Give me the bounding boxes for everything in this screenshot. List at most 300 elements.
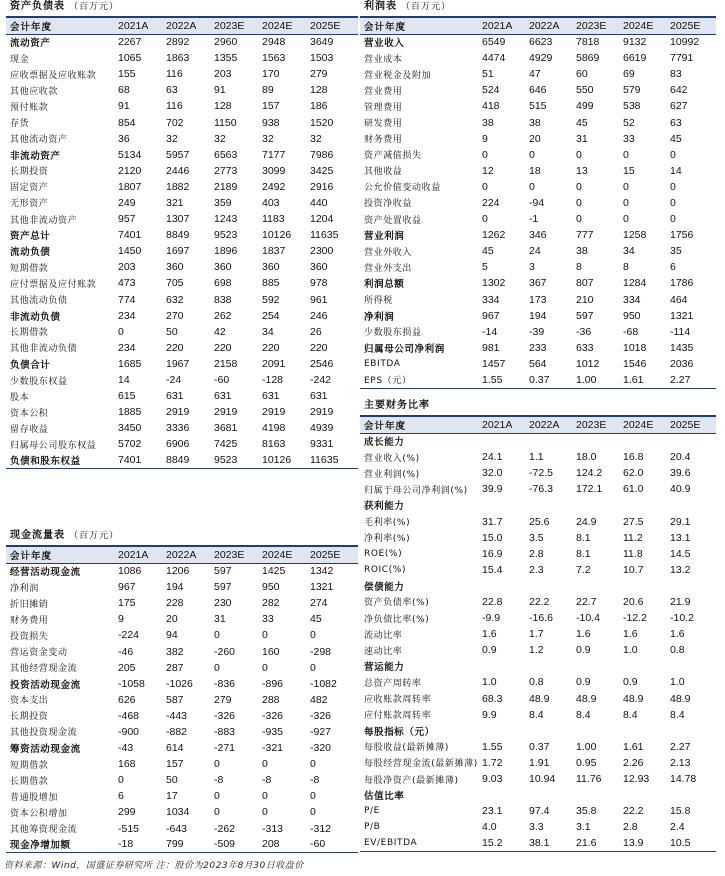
value-cell xyxy=(529,658,576,674)
table-row xyxy=(6,98,358,114)
value-cell: 52 xyxy=(623,116,635,129)
row-label-cell: 短期借款 xyxy=(10,263,49,274)
row-label-cell: 资产负债率(%) xyxy=(364,598,430,609)
row-label-cell: 负债合计 xyxy=(10,359,51,371)
value-cell: 7425 xyxy=(214,438,238,451)
header-year-cell: 2021A xyxy=(118,18,166,34)
value-cell: 220 xyxy=(214,341,232,354)
value-cell: 1967 xyxy=(166,357,190,370)
table-row xyxy=(6,643,358,659)
header-year-cell: 2025E xyxy=(310,547,358,563)
value-cell: -10.4 xyxy=(576,612,600,625)
header-year-cell: 2022A xyxy=(166,18,214,34)
value-cell: 2189 xyxy=(214,180,238,193)
value-cell: 440 xyxy=(310,196,328,209)
table-row xyxy=(6,114,358,130)
table-row xyxy=(6,595,358,611)
value-cell: 0 xyxy=(576,196,582,209)
value-cell: 7986 xyxy=(310,148,334,161)
value-cell: 473 xyxy=(118,277,136,290)
header-year-cell: 2023E xyxy=(214,547,262,563)
value-cell xyxy=(576,787,623,803)
value-cell: 2919 xyxy=(214,406,238,419)
value-cell: 32 xyxy=(166,132,178,145)
value-cell: 11635 xyxy=(310,229,339,242)
value-cell: 631 xyxy=(262,390,280,403)
value-cell: 0.9 xyxy=(576,676,591,689)
value-cell: 2919 xyxy=(310,406,334,419)
value-cell: 22.2 xyxy=(623,805,644,818)
value-cell: 0.37 xyxy=(529,740,550,753)
value-cell xyxy=(529,433,576,449)
value-cell: 89 xyxy=(262,84,274,97)
value-cell: 35 xyxy=(670,245,682,258)
value-cell: 702 xyxy=(166,116,184,129)
value-cell: 1807 xyxy=(118,180,142,193)
value-cell: 1863 xyxy=(166,52,190,65)
value-cell: 9 xyxy=(118,613,124,626)
value-cell: -94 xyxy=(529,196,545,209)
value-cell: 24.1 xyxy=(482,451,503,464)
value-cell: 11635 xyxy=(310,452,358,468)
value-cell: 950 xyxy=(623,309,641,322)
value-cell: 14 xyxy=(118,374,130,387)
value-cell: 1307 xyxy=(166,213,190,226)
value-cell: 91 xyxy=(118,100,130,113)
cash-flow-panel xyxy=(6,529,358,853)
value-cell: -46 xyxy=(118,645,134,658)
value-cell: 186 xyxy=(310,100,328,113)
value-cell: 7791 xyxy=(670,52,694,65)
value-cell: 838 xyxy=(214,293,232,306)
table-row xyxy=(6,372,358,388)
value-cell: 0 xyxy=(262,629,268,642)
value-cell: -927 xyxy=(310,725,332,738)
value-cell: 274 xyxy=(310,597,328,610)
table-row xyxy=(6,420,358,436)
header-year-cell: 2023E xyxy=(576,18,623,34)
value-cell: 967 xyxy=(482,309,500,322)
header-label-cell: 会计年度 xyxy=(6,547,118,563)
row-label-cell: 资产总计 xyxy=(10,231,51,243)
value-cell xyxy=(623,578,670,594)
value-cell: 981 xyxy=(482,341,500,354)
value-cell: 807 xyxy=(576,277,594,290)
row-label-cell: 营运资金变动 xyxy=(10,648,68,659)
table-row xyxy=(6,388,358,404)
value-cell: -882 xyxy=(166,725,188,738)
table-row xyxy=(6,179,358,195)
row-label-cell: 营运能力 xyxy=(364,662,405,674)
row-label-cell: 其他应收款 xyxy=(10,86,59,97)
table-row xyxy=(360,147,716,163)
value-cell: 0 xyxy=(310,806,316,819)
value-cell: 12 xyxy=(482,164,494,177)
value-cell: 13.2 xyxy=(670,563,691,576)
row-label-cell: 总资产周转率 xyxy=(364,678,422,689)
table-row xyxy=(360,131,716,147)
value-cell: 8.1 xyxy=(576,531,591,544)
value-cell: 367 xyxy=(529,277,547,290)
value-cell: 359 xyxy=(214,196,232,209)
subtotal-row xyxy=(6,308,358,324)
value-cell: -8 xyxy=(310,774,320,787)
value-cell: 1206 xyxy=(166,565,190,578)
value-cell: -76.3 xyxy=(529,483,553,496)
value-cell: 1018 xyxy=(623,341,647,354)
value-cell: 777 xyxy=(576,229,594,242)
value-cell: 346 xyxy=(529,229,547,242)
subtotal-row xyxy=(360,340,716,356)
value-cell: -9.9 xyxy=(482,612,501,625)
header-year-cell: 2025E xyxy=(310,18,358,34)
row-label-cell: 其他收益 xyxy=(364,167,403,178)
cash-flow-title: 现金流量表 （百万元） xyxy=(6,529,358,547)
value-cell xyxy=(670,578,716,594)
row-label-cell: 财务费用 xyxy=(10,615,49,626)
value-cell xyxy=(623,723,670,739)
value-cell: 13.9 xyxy=(623,835,670,851)
value-cell: 15.0 xyxy=(482,531,503,544)
value-cell: 38 xyxy=(482,116,494,129)
value-cell: 1885 xyxy=(118,406,142,419)
value-cell: -60 xyxy=(214,374,230,387)
value-cell: 25.6 xyxy=(529,515,550,528)
table-row xyxy=(6,436,358,452)
value-cell xyxy=(576,658,623,674)
value-cell: 194 xyxy=(166,581,184,594)
value-cell: 4929 xyxy=(529,52,553,65)
value-cell: 63 xyxy=(670,116,682,129)
value-cell: 7401 xyxy=(118,229,142,242)
value-cell: 45 xyxy=(670,132,682,145)
value-cell: 360 xyxy=(166,261,184,274)
value-cell: 538 xyxy=(623,100,641,113)
value-cell: 627 xyxy=(670,100,688,113)
value-cell: 9523 xyxy=(214,229,238,242)
value-cell: -10.2 xyxy=(670,612,694,625)
table-row xyxy=(360,372,716,388)
value-cell: 170 xyxy=(262,68,280,81)
value-cell: 11.8 xyxy=(623,547,643,560)
value-cell: 1342 xyxy=(310,565,334,578)
table-row xyxy=(6,708,358,724)
value-cell: 1.61 xyxy=(623,740,644,753)
header-year-cell: 2025E xyxy=(670,18,716,34)
value-cell: 587 xyxy=(166,693,184,706)
row-label-cell: ROIC(%) xyxy=(364,564,407,575)
value-cell: 8.4 xyxy=(670,708,685,721)
value-cell: 50 xyxy=(166,325,178,338)
row-label-cell: 应付账款周转率 xyxy=(364,711,432,722)
value-cell: 8.4 xyxy=(623,708,638,721)
table-row xyxy=(360,324,716,340)
value-cell: 173 xyxy=(529,293,547,306)
value-cell: 33 xyxy=(623,132,635,145)
value-cell: 21.9 xyxy=(670,595,691,608)
value-cell: 8849 xyxy=(166,452,214,468)
value-cell: 60 xyxy=(576,68,588,81)
value-cell: 0 xyxy=(670,213,676,226)
value-cell: 0.9 xyxy=(576,644,591,657)
value-cell: 270 xyxy=(166,309,184,322)
value-cell xyxy=(482,578,529,594)
ratios-table xyxy=(360,417,716,852)
table-row xyxy=(360,594,716,610)
row-label-cell: 股本 xyxy=(10,392,30,403)
value-cell: -39 xyxy=(529,325,545,338)
value-cell: -242 xyxy=(310,374,332,387)
row-label-cell: 普通股增加 xyxy=(10,792,59,803)
value-cell: 22.8 xyxy=(482,595,503,608)
section-row xyxy=(360,578,716,594)
value-cell: 18.0 xyxy=(576,451,597,464)
value-cell: -36 xyxy=(576,325,592,338)
value-cell: 2492 xyxy=(262,180,286,193)
row-label-cell: 长期借款 xyxy=(10,328,49,339)
value-cell: 1065 xyxy=(118,52,142,65)
value-cell: 6619 xyxy=(623,52,647,65)
value-cell: 499 xyxy=(576,100,594,113)
value-cell: 288 xyxy=(262,693,280,706)
value-cell: 1150 xyxy=(214,116,237,129)
value-cell: 203 xyxy=(118,261,136,274)
value-cell: 9331 xyxy=(310,438,334,451)
value-cell: 957 xyxy=(118,213,136,226)
header-year-cell: 2024E xyxy=(623,417,670,433)
value-cell: 1262 xyxy=(482,229,506,242)
value-cell xyxy=(670,433,716,449)
value-cell: 3649 xyxy=(310,36,334,49)
value-cell: 705 xyxy=(166,277,184,290)
value-cell: 3.3 xyxy=(529,821,544,834)
value-cell xyxy=(670,723,716,739)
value-cell: 524 xyxy=(482,84,500,97)
value-cell: 205 xyxy=(118,661,136,674)
value-cell: 14 xyxy=(670,164,682,177)
value-cell: 3425 xyxy=(310,164,334,177)
value-cell xyxy=(576,497,623,513)
section-row xyxy=(360,723,716,739)
value-cell: 0 xyxy=(576,180,582,193)
value-cell: 23.1 xyxy=(482,805,503,818)
value-cell: 172.1 xyxy=(576,483,603,496)
value-cell: 1457 xyxy=(482,357,506,370)
value-cell: 0 xyxy=(310,629,316,642)
value-cell: 16.8 xyxy=(623,451,644,464)
value-cell: -900 xyxy=(118,725,140,738)
subtotal-row xyxy=(360,227,716,243)
value-cell: -18 xyxy=(118,837,166,853)
table-row xyxy=(6,804,358,820)
value-cell: 2960 xyxy=(214,36,238,49)
value-cell: 220 xyxy=(310,341,328,354)
value-cell xyxy=(529,497,576,513)
value-cell: 27.5 xyxy=(623,515,644,528)
value-cell: 564 xyxy=(529,357,547,370)
value-cell: 31 xyxy=(214,613,226,626)
subtotal-row xyxy=(360,275,716,291)
row-label-cell: 长期投资 xyxy=(10,167,49,178)
value-cell: 116 xyxy=(166,100,183,113)
row-label-cell: 管理费用 xyxy=(364,102,403,113)
value-cell: 68.3 xyxy=(482,692,503,705)
value-cell: 1882 xyxy=(166,180,190,193)
value-cell: 0 xyxy=(262,806,268,819)
value-cell: -896 xyxy=(262,677,284,690)
value-cell: -321 xyxy=(262,742,284,755)
value-cell: -60 xyxy=(310,837,358,853)
value-cell: 39.9 xyxy=(482,483,503,496)
row-label-cell: ROE(%) xyxy=(364,548,403,559)
value-cell: 61.0 xyxy=(623,483,644,496)
value-cell: -326 xyxy=(214,709,236,722)
value-cell: -312 xyxy=(310,822,332,835)
value-cell: 3336 xyxy=(166,422,190,435)
value-cell: 124.2 xyxy=(576,467,603,480)
value-cell: 24.9 xyxy=(576,515,597,528)
value-cell: 10126 xyxy=(262,229,292,242)
row-label-cell: 应付票据及应付账款 xyxy=(10,279,97,290)
value-cell: 4474 xyxy=(482,52,506,65)
value-cell: 360 xyxy=(214,261,232,274)
value-cell: 1425 xyxy=(262,565,286,578)
value-cell: 282 xyxy=(262,597,280,610)
subtotal-row xyxy=(360,34,716,50)
value-cell: 0 xyxy=(262,661,268,674)
row-label-cell: 营业外支出 xyxy=(364,263,413,274)
value-cell: 8.4 xyxy=(529,708,544,721)
row-label-cell: 现金净增加额 xyxy=(6,837,118,853)
value-cell: 249 xyxy=(118,196,136,209)
value-cell: 203 xyxy=(214,68,232,81)
value-cell: 0 xyxy=(482,148,488,161)
row-label-cell: 资产处置收益 xyxy=(364,215,422,226)
value-cell: 597 xyxy=(214,565,232,578)
value-cell: 0.8 xyxy=(670,644,685,657)
table-row xyxy=(6,50,358,66)
table-row xyxy=(360,66,716,82)
value-cell: 0 xyxy=(576,148,582,161)
row-label-cell: 营业外收入 xyxy=(364,247,413,258)
value-cell: 0 xyxy=(482,180,488,193)
value-cell: -260 xyxy=(214,645,236,658)
row-label-cell: 其他经营现金流 xyxy=(10,664,78,675)
row-label-cell: 毛利率(%) xyxy=(364,518,411,529)
row-label-cell: 流动负债 xyxy=(10,247,51,259)
value-cell: -24 xyxy=(166,374,182,387)
value-cell: -72.5 xyxy=(529,467,553,480)
value-cell: 0 xyxy=(529,180,535,193)
row-label-cell: 其他流动资产 xyxy=(10,135,68,146)
value-cell: 1.61 xyxy=(623,372,670,388)
value-cell: 418 xyxy=(482,100,500,113)
value-cell: 1258 xyxy=(623,229,647,242)
table-row xyxy=(6,195,358,211)
row-label-cell: EBITDA xyxy=(364,358,401,369)
table-row xyxy=(6,340,358,356)
value-cell: 0 xyxy=(670,196,676,209)
value-cell: 32 xyxy=(310,132,322,145)
value-cell: 13 xyxy=(576,164,588,177)
table-row xyxy=(360,739,716,755)
value-cell: 1.2 xyxy=(529,644,544,657)
row-label-cell: 折旧摊销 xyxy=(10,599,49,610)
value-cell: 220 xyxy=(262,341,280,354)
table-row xyxy=(6,82,358,98)
header-label-cell: 会计年度 xyxy=(360,18,482,34)
value-cell: 360 xyxy=(262,261,280,274)
table-row xyxy=(360,243,716,259)
table-row xyxy=(6,660,358,676)
row-label-cell: 营业收入 xyxy=(364,38,405,50)
value-cell xyxy=(529,578,576,594)
value-cell: -935 xyxy=(262,725,284,738)
table-row xyxy=(360,50,716,66)
row-label-cell: EPS（元） xyxy=(360,372,482,388)
row-label-cell: 应收账款周转率 xyxy=(364,695,432,706)
row-label-cell: 营业税金及附加 xyxy=(364,70,432,81)
row-label-cell: 其他筹资现金流 xyxy=(10,825,78,836)
value-cell: 246 xyxy=(310,309,328,322)
value-cell: 40.9 xyxy=(670,483,691,496)
value-cell: 0.9 xyxy=(482,644,497,657)
value-cell: 2.26 xyxy=(623,756,644,769)
row-label-cell: 获利能力 xyxy=(364,501,405,513)
value-cell: 2158 xyxy=(214,357,238,370)
value-cell: 1520 xyxy=(310,116,334,129)
header-label-cell: 会计年度 xyxy=(6,18,118,34)
value-cell: 14.5 xyxy=(670,547,691,560)
value-cell: 515 xyxy=(529,100,547,113)
row-label-cell: 固定资产 xyxy=(10,183,49,194)
value-cell: 3450 xyxy=(118,422,142,435)
value-cell: 34 xyxy=(623,245,635,258)
value-cell: 45 xyxy=(310,613,322,626)
value-cell: -1058 xyxy=(118,677,145,690)
value-cell: 967 xyxy=(118,581,136,594)
value-cell xyxy=(482,723,529,739)
table-row xyxy=(6,404,358,420)
row-label-cell: 公允价值变动收益 xyxy=(364,183,441,194)
value-cell: 632 xyxy=(166,293,184,306)
table-header-row xyxy=(360,18,716,34)
value-cell xyxy=(482,787,529,803)
value-cell: 69 xyxy=(623,68,635,81)
value-cell: 233 xyxy=(529,341,547,354)
table-row xyxy=(360,449,716,465)
value-cell: 10.5 xyxy=(670,835,716,851)
value-cell: 642 xyxy=(670,84,688,97)
value-cell: 1.6 xyxy=(623,628,638,641)
value-cell: 0.9 xyxy=(623,676,638,689)
value-cell: 48.9 xyxy=(529,692,550,705)
table-row xyxy=(360,819,716,835)
value-cell: 35.8 xyxy=(576,805,597,818)
value-cell: 334 xyxy=(482,293,500,306)
row-label-cell: 少数股东损益 xyxy=(364,328,422,339)
table-row xyxy=(360,356,716,372)
value-cell: 579 xyxy=(623,84,641,97)
table-row xyxy=(360,513,716,529)
value-cell: 299 xyxy=(118,806,136,819)
table-row xyxy=(360,707,716,723)
value-cell: 597 xyxy=(214,581,232,594)
value-cell: 157 xyxy=(262,100,280,113)
income-statement-panel xyxy=(360,0,716,389)
value-cell: 12.93 xyxy=(623,773,650,786)
value-cell: 7401 xyxy=(118,452,166,468)
